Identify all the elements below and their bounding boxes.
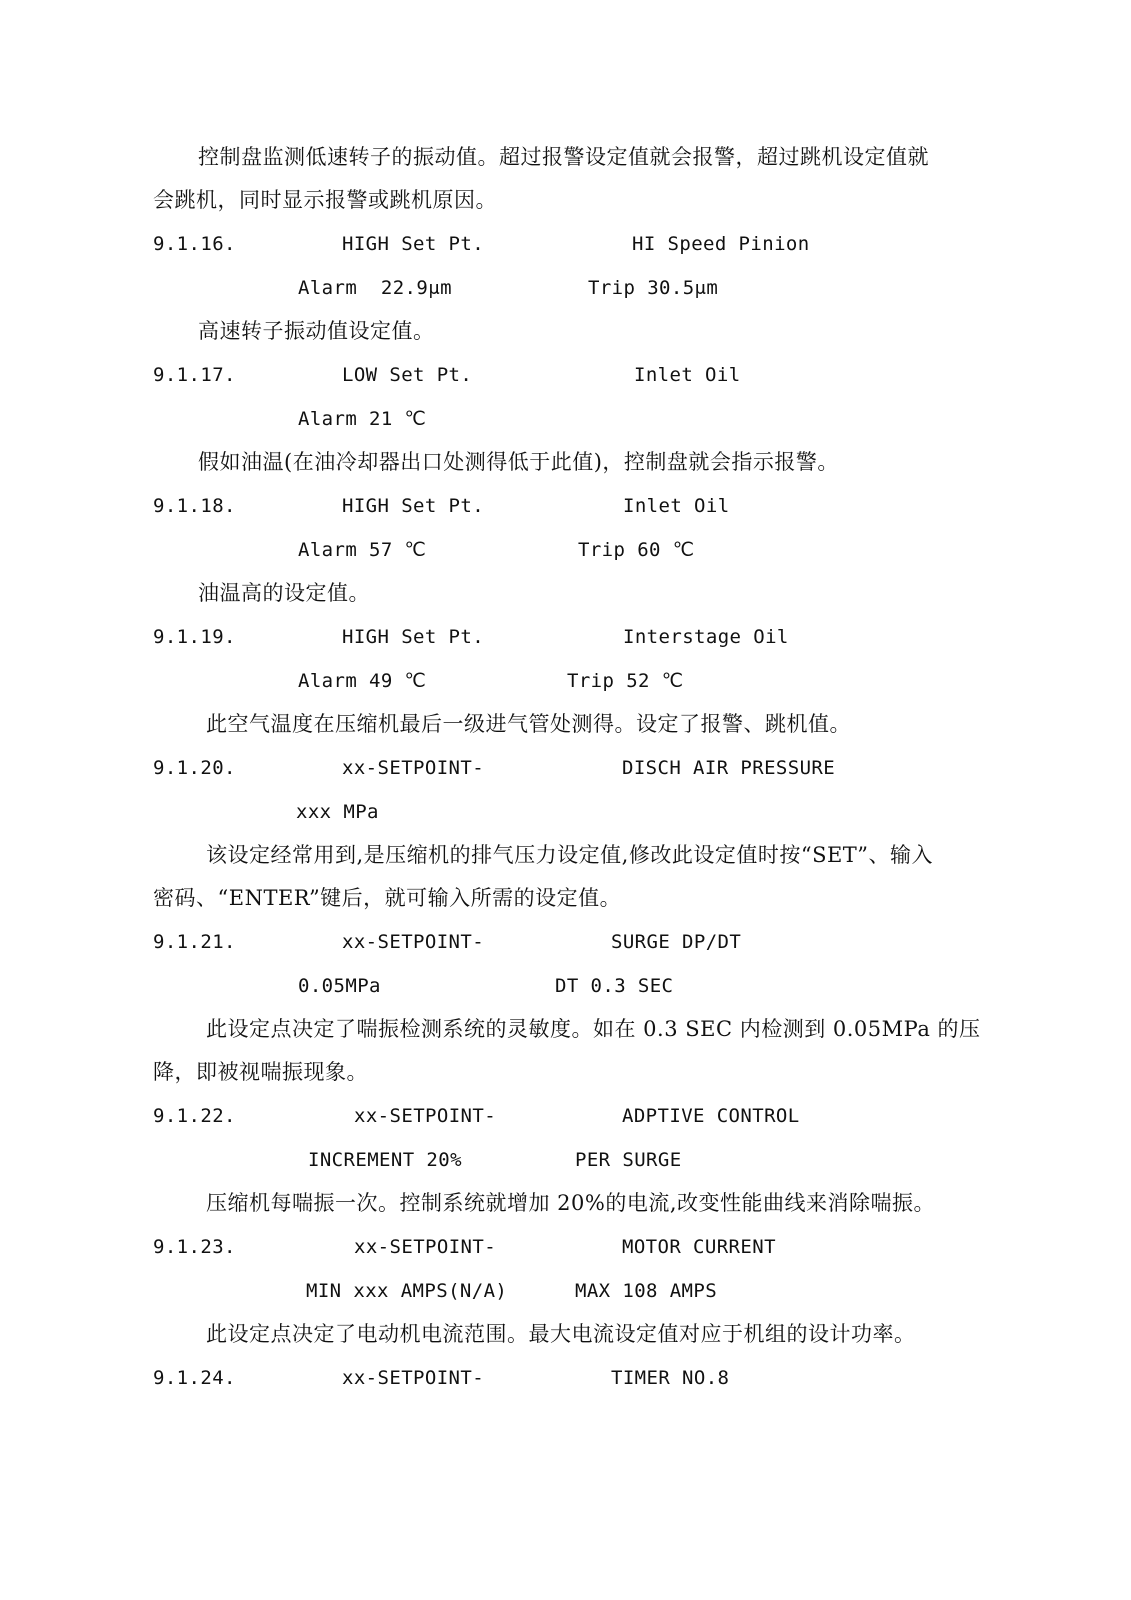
item-number: 9.1.23. — [153, 1236, 236, 1258]
item-parameter: HI Speed Pinion — [632, 233, 810, 255]
item-value-alarm: Alarm 21 ℃ — [298, 408, 427, 430]
item-number: 9.1.21. — [153, 931, 236, 953]
item-value-alarm: Alarm 49 ℃ — [298, 670, 427, 692]
item-value-min: MIN xxx AMPS(N/A) — [306, 1280, 508, 1302]
item-parameter: MOTOR CURRENT — [622, 1236, 776, 1258]
paragraph-line: 压缩机每喘振一次。控制系统就增加 20%的电流,改变性能曲线来消除喘振。 — [206, 1191, 936, 1215]
paragraph-line: 降，即被视喘振现象。 — [153, 1060, 368, 1084]
paragraph-line: 密码、“ENTER”键后，就可输入所需的设定值。 — [153, 886, 622, 910]
item-value-per: PER SURGE — [575, 1149, 682, 1171]
item-setpoint: xx-SETPOINT- — [342, 757, 485, 779]
item-parameter: ADPTIVE CONTROL — [622, 1105, 800, 1127]
paragraph-line: 此设定点决定了喘振检测系统的灵敏度。如在 0.3 SEC 内检测到 0.05MPa 的压 — [206, 1017, 981, 1041]
paragraph-line: 该设定经常用到,是压缩机的排气压力设定值,修改此设定值时按“SET”、输入 — [206, 843, 934, 867]
item-number: 9.1.17. — [153, 364, 236, 386]
item-value-dt: DT 0.3 SEC — [555, 975, 674, 997]
item-setpoint: xx-SETPOINT- — [342, 931, 485, 953]
item-value-alarm: Alarm 57 ℃ — [298, 539, 427, 561]
item-number: 9.1.22. — [153, 1105, 236, 1127]
item-parameter: DISCH AIR PRESSURE — [622, 757, 836, 779]
item-value-max: MAX 108 AMPS — [575, 1280, 718, 1302]
item-value: INCREMENT 20% — [308, 1149, 462, 1171]
item-number: 9.1.20. — [153, 757, 236, 779]
item-number: 9.1.24. — [153, 1367, 236, 1389]
item-setpoint: xx-SETPOINT- — [342, 1367, 485, 1389]
paragraph-line: 油温高的设定值。 — [198, 581, 370, 605]
item-setpoint: HIGH Set Pt. — [342, 626, 485, 648]
paragraph-line: 控制盘监测低速转子的振动值。超过报警设定值就会报警，超过跳机设定值就 — [198, 145, 929, 169]
item-value: xxx MPa — [296, 801, 379, 823]
item-setpoint: LOW Set Pt. — [342, 364, 473, 386]
item-setpoint: xx-SETPOINT- — [354, 1105, 497, 1127]
paragraph-line: 会跳机，同时显示报警或跳机原因。 — [153, 188, 497, 212]
item-parameter: Inlet Oil — [623, 495, 730, 517]
item-number: 9.1.16. — [153, 233, 236, 255]
item-value-alarm: Alarm 22.9μm — [298, 277, 452, 299]
paragraph-line: 高速转子振动值设定值。 — [198, 319, 435, 343]
item-setpoint: HIGH Set Pt. — [342, 233, 485, 255]
item-setpoint: xx-SETPOINT- — [354, 1236, 497, 1258]
item-parameter: SURGE DP/DT — [611, 931, 742, 953]
item-parameter: TIMER NO.8 — [611, 1367, 730, 1389]
item-parameter: Interstage Oil — [623, 626, 789, 648]
item-value-trip: Trip 52 ℃ — [567, 670, 684, 692]
paragraph-line: 此空气温度在压缩机最后一级进气管处测得。设定了报警、跳机值。 — [206, 712, 851, 736]
item-value: 0.05MPa — [298, 975, 381, 997]
item-setpoint: HIGH Set Pt. — [342, 495, 485, 517]
item-value-trip: Trip 30.5μm — [588, 277, 719, 299]
paragraph-line: 假如油温(在油冷却器出口处测得低于此值)，控制盘就会指示报警。 — [198, 450, 839, 474]
item-parameter: Inlet Oil — [634, 364, 741, 386]
item-value-trip: Trip 60 ℃ — [578, 539, 695, 561]
paragraph-line: 此设定点决定了电动机电流范围。最大电流设定值对应于机组的设计功率。 — [206, 1322, 916, 1346]
item-number: 9.1.18. — [153, 495, 236, 517]
item-number: 9.1.19. — [153, 626, 236, 648]
